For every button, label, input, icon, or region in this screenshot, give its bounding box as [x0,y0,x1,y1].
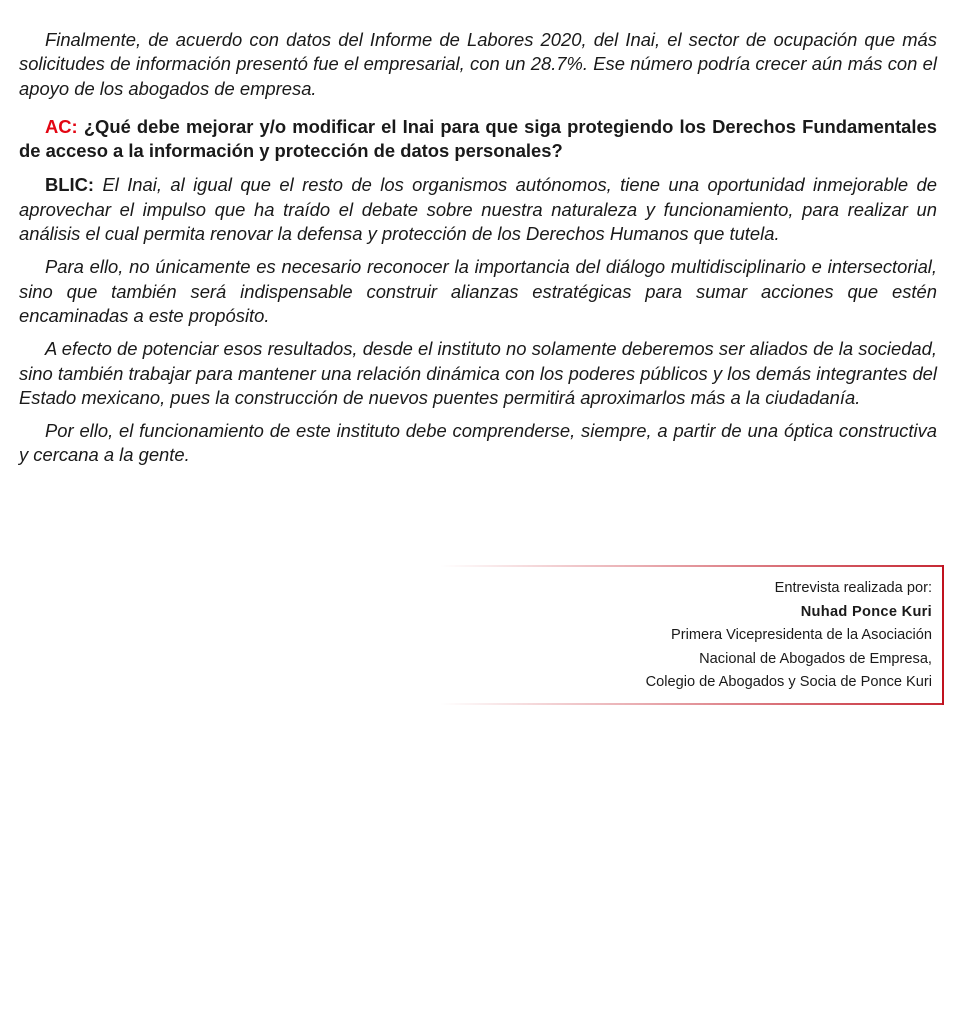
article-body [19,28,937,477]
speaker-label-blic: BLIC: [45,174,95,196]
answer-paragraph-1 [19,173,937,246]
credit-role-line-3: Colegio de Abogados y Socia de Ponce Kuri [645,674,932,690]
credit-bottom-rule [440,703,942,705]
speaker-label-ac: AC: [45,115,78,137]
credit-name: Nuhad Ponce Kuri [800,603,932,620]
answer-text-1: El Inai, al igual que el resto de los organismos autónomos, tiene una oportunidad inmejorable de aprovechar el impulso que ha traído el debate sobre nuestra naturaleza y funcionamiento, para realizar un análisis el cual permita renovar la defensa y protección de los Derechos Humanos que tutela. [19,174,937,245]
question-text: ¿Qué debe mejorar y/o modificar el Inai para que siga protegiendo los Derechos Fundamentales de acceso a la información y protección de datos personales? [19,115,937,162]
credit-text [646,577,932,695]
answer-paragraph-3: A efecto de potenciar esos resultados, desde el instituto no solamente deberemos ser aliados de la sociedad, sino también trabajar para mantener una relación dinámica con los poderes públicos y los demás integrantes del Estado mexicano, pues la construcción de nuevos puentes permitirá aproximarlos más a la ciudadanía. [19,338,937,408]
credit-role-line-1: Primera Vicepresidenta de la Asociación [671,627,932,643]
answer-paragraph-4: Por ello, el funcionamiento de este instituto debe comprenderse, siempre, a partir de una óptica constructiva y cercana a la gente. [19,420,937,466]
credit-top-rule [440,565,942,567]
interview-question [19,115,937,164]
interview-credit-box [440,565,944,705]
paragraph-intro: Finalmente, de acuerdo con datos del Informe de Labores 2020, del Inai, el sector de ocupación que más solicitudes de información presentó fue el empresarial, con un 28.7%. Ese número podría crecer aún más con el apoyo de los abogados de empresa. [19,29,937,99]
credit-intro: Entrevista realizada por: [774,580,932,596]
credit-role-line-2: Nacional de Abogados de Empresa, [699,650,932,667]
answer-paragraph-2: Para ello, no únicamente es necesario reconocer la importancia del diálogo multidisciplinario e intersectorial, sino que también será indispensable construir alianzas estratégicas para sumar acciones que estén encaminadas a este propósito. [19,256,937,326]
